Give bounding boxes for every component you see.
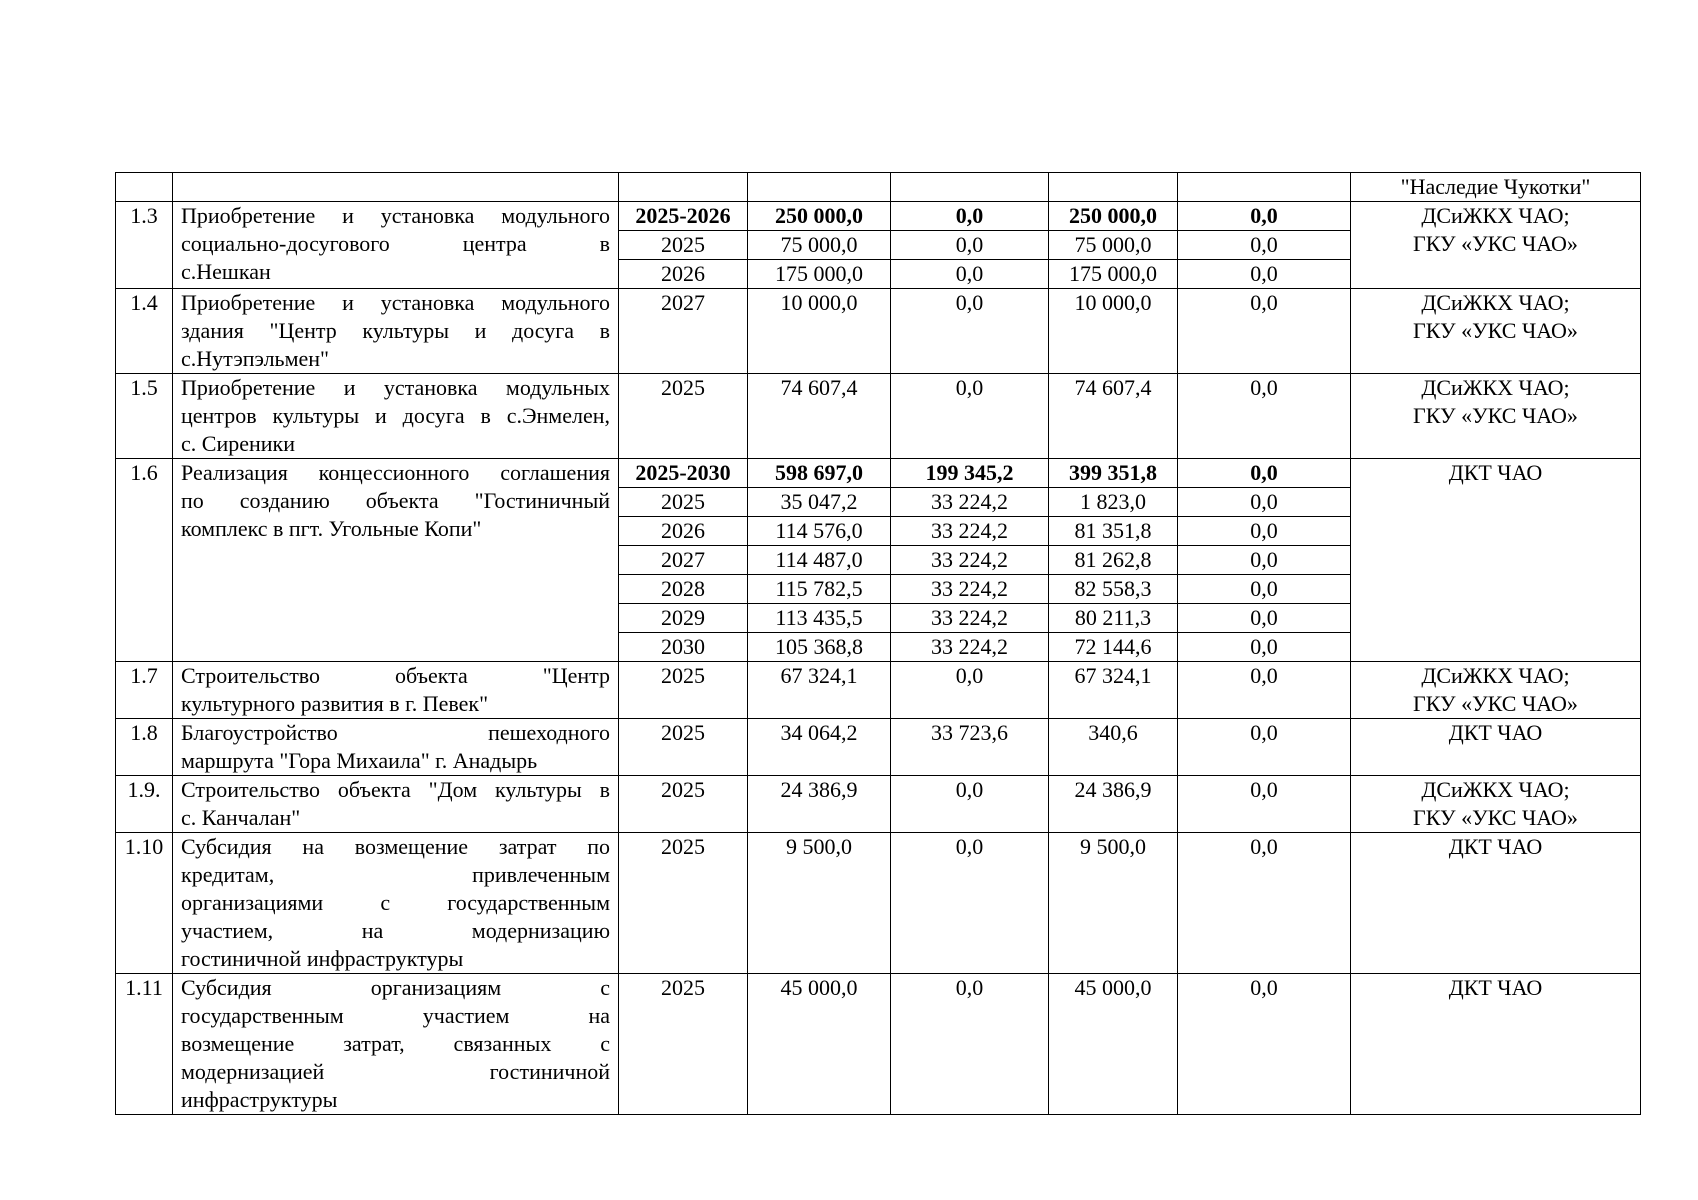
cell-total: 175 000,0 [748, 260, 891, 289]
cell-regional: 340,6 [1049, 719, 1178, 776]
cell-period: 2025 [619, 662, 748, 719]
table-row [116, 974, 1641, 1115]
name-line: социально-досугового центра в [181, 231, 610, 256]
cell-executor [1351, 202, 1641, 289]
cell-period: 2025 [619, 974, 748, 1115]
name-line: инфраструктуры [181, 1087, 338, 1112]
cell-other: 0,0 [1178, 289, 1351, 374]
cell-other [1178, 173, 1351, 202]
cell-name [173, 459, 619, 662]
cell-executor [1351, 662, 1641, 719]
cell-federal: 0,0 [891, 289, 1049, 374]
cell-regional: 75 000,0 [1049, 231, 1178, 260]
cell-name [173, 719, 619, 776]
cell-period: 2027 [619, 546, 748, 575]
executor-line: ДСиЖКХ ЧАО; [1421, 777, 1570, 802]
cell-federal: 0,0 [891, 202, 1049, 231]
cell-name [173, 173, 619, 202]
executor-line: ГКУ «УКС ЧАО» [1413, 318, 1578, 343]
continued-row [116, 173, 1641, 202]
name-line: Приобретение и установка модульного [181, 290, 610, 315]
cell-other: 0,0 [1178, 546, 1351, 575]
name-line: модернизацией гостиничной [181, 1059, 610, 1084]
cell-total: 105 368,8 [748, 633, 891, 662]
cell-other: 0,0 [1178, 374, 1351, 459]
measures-table [115, 172, 1641, 1115]
cell-total: 67 324,1 [748, 662, 891, 719]
cell-regional: 175 000,0 [1049, 260, 1178, 289]
name-line: организациями с государственным [181, 890, 610, 915]
cell-period: 2026 [619, 260, 748, 289]
table-row [116, 202, 1641, 231]
name-line: маршрута "Гора Михаила" г. Анадырь [181, 748, 538, 773]
cell-regional: 82 558,3 [1049, 575, 1178, 604]
cell-other: 0,0 [1178, 719, 1351, 776]
cell-name [173, 833, 619, 974]
cell-period: 2025 [619, 776, 748, 833]
cell-regional [1049, 173, 1178, 202]
cell-num: 1.7 [116, 662, 173, 719]
table-row [116, 776, 1641, 833]
name-line: возмещение затрат, связанных с [181, 1031, 610, 1056]
name-line: кредитам, привлеченным [181, 862, 610, 887]
cell-period: 2025 [619, 231, 748, 260]
cell-regional: 1 823,0 [1049, 488, 1178, 517]
cell-total: 113 435,5 [748, 604, 891, 633]
cell-total: 114 487,0 [748, 546, 891, 575]
name-line: Приобретение и установка модульных [181, 375, 610, 400]
table-row [116, 459, 1641, 488]
name-line: Приобретение и установка модульного [181, 203, 610, 228]
cell-federal: 33 224,2 [891, 517, 1049, 546]
cell-regional: 10 000,0 [1049, 289, 1178, 374]
cell-other: 0,0 [1178, 231, 1351, 260]
cell-federal: 0,0 [891, 974, 1049, 1115]
cell-period: 2029 [619, 604, 748, 633]
cell-other: 0,0 [1178, 202, 1351, 231]
name-line: государственным участием на [181, 1003, 610, 1028]
table-row [116, 833, 1641, 974]
cell-num: 1.10 [116, 833, 173, 974]
executor-line: ГКУ «УКС ЧАО» [1413, 805, 1578, 830]
cell-total: 250 000,0 [748, 202, 891, 231]
cell-num: 1.3 [116, 202, 173, 289]
cell-total: 114 576,0 [748, 517, 891, 546]
cell-period: 2025 [619, 719, 748, 776]
cell-federal: 0,0 [891, 231, 1049, 260]
cell-total: 115 782,5 [748, 575, 891, 604]
cell-regional: 250 000,0 [1049, 202, 1178, 231]
cell-other: 0,0 [1178, 575, 1351, 604]
executor-line: ГКУ «УКС ЧАО» [1413, 403, 1578, 428]
executor-line: ДКТ ЧАО [1448, 720, 1543, 745]
name-line: Строительство объекта "Дом культуры в [181, 777, 610, 802]
cell-regional: 45 000,0 [1049, 974, 1178, 1115]
executor-line: ДСиЖКХ ЧАО; [1421, 203, 1570, 228]
name-line: Благоустройство пешеходного [181, 720, 610, 745]
cell-federal: 33 224,2 [891, 604, 1049, 633]
cell-regional: 72 144,6 [1049, 633, 1178, 662]
cell-federal: 199 345,2 [891, 459, 1049, 488]
executor-line: ДСиЖКХ ЧАО; [1421, 663, 1570, 688]
cell-name [173, 202, 619, 289]
cell-other: 0,0 [1178, 776, 1351, 833]
name-line: с. Канчалан" [181, 805, 301, 830]
cell-other: 0,0 [1178, 459, 1351, 488]
cell-federal: 33 224,2 [891, 488, 1049, 517]
cell-name [173, 289, 619, 374]
cell-period: 2030 [619, 633, 748, 662]
cell-total: 35 047,2 [748, 488, 891, 517]
cell-num: 1.8 [116, 719, 173, 776]
cell-name [173, 776, 619, 833]
name-line: Субсидия на возмещение затрат по [181, 834, 610, 859]
cell-total: 75 000,0 [748, 231, 891, 260]
executor-line: ДКТ ЧАО [1448, 834, 1543, 859]
table-row [116, 289, 1641, 374]
cell-num: 1.4 [116, 289, 173, 374]
cell-other: 0,0 [1178, 974, 1351, 1115]
table-row [116, 719, 1641, 776]
cell-executor [1351, 776, 1641, 833]
name-line: комплекс в пгт. Угольные Копи" [181, 516, 482, 541]
cell-executor [1351, 289, 1641, 374]
cell-total: 9 500,0 [748, 833, 891, 974]
executor-line: ДКТ ЧАО [1448, 975, 1543, 1000]
cell-federal: 33 723,6 [891, 719, 1049, 776]
name-line: гостиничной инфраструктуры [181, 946, 464, 971]
executor-line: ДСиЖКХ ЧАО; [1421, 375, 1570, 400]
cell-federal: 0,0 [891, 374, 1049, 459]
cell-executor: "Наследие Чукотки" [1351, 173, 1641, 202]
cell-name [173, 974, 619, 1115]
cell-executor [1351, 459, 1641, 662]
name-line: центров культуры и досуга в с.Энмелен, [181, 403, 610, 428]
cell-federal: 0,0 [891, 260, 1049, 289]
cell-total: 34 064,2 [748, 719, 891, 776]
cell-period: 2025 [619, 488, 748, 517]
cell-total: 10 000,0 [748, 289, 891, 374]
executor-line: ДКТ ЧАО [1448, 460, 1543, 485]
cell-total: 24 386,9 [748, 776, 891, 833]
cell-total: 74 607,4 [748, 374, 891, 459]
name-line: Реализация концессионного соглашения [181, 460, 610, 485]
cell-federal [891, 173, 1049, 202]
cell-period [619, 173, 748, 202]
cell-total [748, 173, 891, 202]
name-line: Строительство объекта "Центр [181, 663, 610, 688]
cell-other: 0,0 [1178, 833, 1351, 974]
cell-period: 2025 [619, 374, 748, 459]
cell-regional: 80 211,3 [1049, 604, 1178, 633]
name-line: культурного развития в г. Певек" [181, 691, 489, 716]
cell-period: 2026 [619, 517, 748, 546]
cell-other: 0,0 [1178, 517, 1351, 546]
name-line: с.Нешкан [181, 259, 271, 284]
cell-other: 0,0 [1178, 488, 1351, 517]
table-body [116, 173, 1641, 1115]
cell-period: 2027 [619, 289, 748, 374]
cell-regional: 9 500,0 [1049, 833, 1178, 974]
cell-period: 2025-2030 [619, 459, 748, 488]
cell-period: 2025-2026 [619, 202, 748, 231]
cell-num: 1.6 [116, 459, 173, 662]
cell-federal: 33 224,2 [891, 546, 1049, 575]
cell-total: 45 000,0 [748, 974, 891, 1115]
cell-regional: 74 607,4 [1049, 374, 1178, 459]
name-line: здания "Центр культуры и досуга в [181, 318, 610, 343]
name-line: с. Сиреники [181, 431, 295, 456]
cell-executor [1351, 833, 1641, 974]
cell-executor [1351, 719, 1641, 776]
name-line: с.Нутэпэльмен" [181, 346, 330, 371]
table-row [116, 662, 1641, 719]
cell-regional: 81 351,8 [1049, 517, 1178, 546]
cell-regional: 67 324,1 [1049, 662, 1178, 719]
cell-federal: 33 224,2 [891, 633, 1049, 662]
cell-federal: 0,0 [891, 776, 1049, 833]
cell-regional: 24 386,9 [1049, 776, 1178, 833]
cell-other: 0,0 [1178, 604, 1351, 633]
cell-name [173, 374, 619, 459]
cell-federal: 0,0 [891, 833, 1049, 974]
cell-federal: 33 224,2 [891, 575, 1049, 604]
cell-federal: 0,0 [891, 662, 1049, 719]
cell-regional: 399 351,8 [1049, 459, 1178, 488]
executor-line: ДСиЖКХ ЧАО; [1421, 290, 1570, 315]
cell-period: 2028 [619, 575, 748, 604]
cell-num: 1.11 [116, 974, 173, 1115]
name-line: участием, на модернизацию [181, 918, 610, 943]
cell-executor [1351, 974, 1641, 1115]
name-line: Субсидия организациям с [181, 975, 610, 1000]
cell-other: 0,0 [1178, 662, 1351, 719]
cell-num [116, 173, 173, 202]
table-row [116, 374, 1641, 459]
cell-num: 1.9. [116, 776, 173, 833]
cell-other: 0,0 [1178, 260, 1351, 289]
cell-num: 1.5 [116, 374, 173, 459]
cell-regional: 81 262,8 [1049, 546, 1178, 575]
executor-line: ГКУ «УКС ЧАО» [1413, 231, 1578, 256]
cell-other: 0,0 [1178, 633, 1351, 662]
executor-line: ГКУ «УКС ЧАО» [1413, 691, 1578, 716]
cell-name [173, 662, 619, 719]
cell-period: 2025 [619, 833, 748, 974]
name-line: по созданию объекта "Гостиничный [181, 488, 610, 513]
cell-executor [1351, 374, 1641, 459]
cell-total: 598 697,0 [748, 459, 891, 488]
